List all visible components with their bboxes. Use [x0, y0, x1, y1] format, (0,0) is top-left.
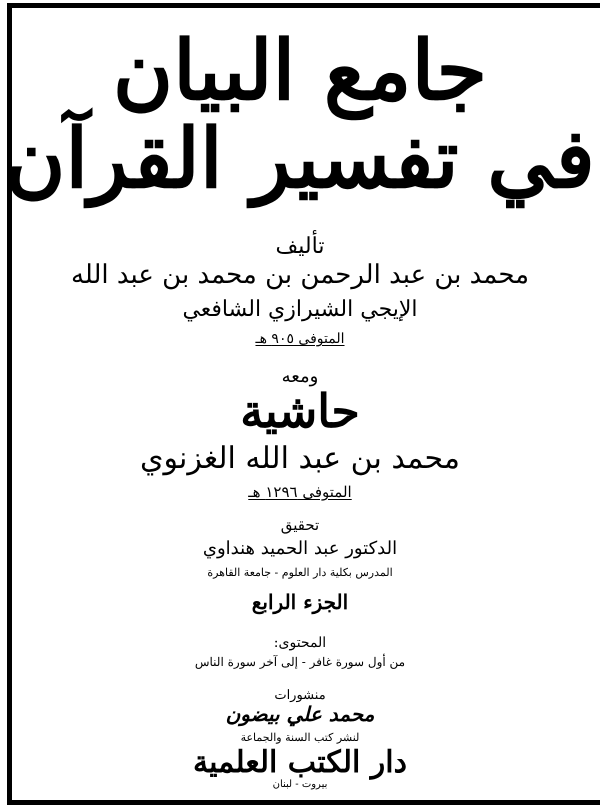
- editor-label: تحقيق: [280, 516, 320, 534]
- commentary-author-death-date: المتوفى ١٢٩٦ هـ: [248, 483, 352, 501]
- author-name-line1: محمد بن عبد الرحمن بن محمد بن عبد الله: [70, 260, 530, 290]
- editor-name: الدكتور عبد الحميد هنداوي: [202, 538, 398, 559]
- publisher-label: منشورات: [274, 688, 326, 703]
- authorship-label: تأليف: [275, 234, 325, 259]
- contents-label: المحتوى:: [273, 635, 327, 651]
- editor-role: المدرس بكلية دار العلوم - جامعة القاهرة: [207, 566, 393, 579]
- author-death-date: المتوفى ٩٠٥ هـ: [255, 331, 345, 347]
- publisher-city: بيروت - لبنان: [272, 779, 328, 790]
- publisher-name: محمد علي بيضون: [225, 702, 375, 726]
- publishing-house: دار الكتب العلمية: [193, 745, 407, 780]
- volume-label: الجزء الرابع: [251, 590, 349, 614]
- contents-range: من أول سورة غافر - إلى آخر سورة الناس: [194, 655, 406, 669]
- publisher-subtitle: لنشر كتب السنة والجماعة: [240, 731, 360, 744]
- author-name-line2: الإيجي الشيرازي الشافعي: [182, 297, 418, 322]
- commentary-title: حاشية: [240, 384, 360, 438]
- commentary-author: محمد بن عبد الله الغزنوي: [140, 441, 460, 476]
- commentary-with-label: ومعه: [281, 366, 319, 387]
- book-title-line1: جامع البيان: [112, 23, 488, 119]
- book-title-line2: في تفسير القرآن: [5, 111, 595, 207]
